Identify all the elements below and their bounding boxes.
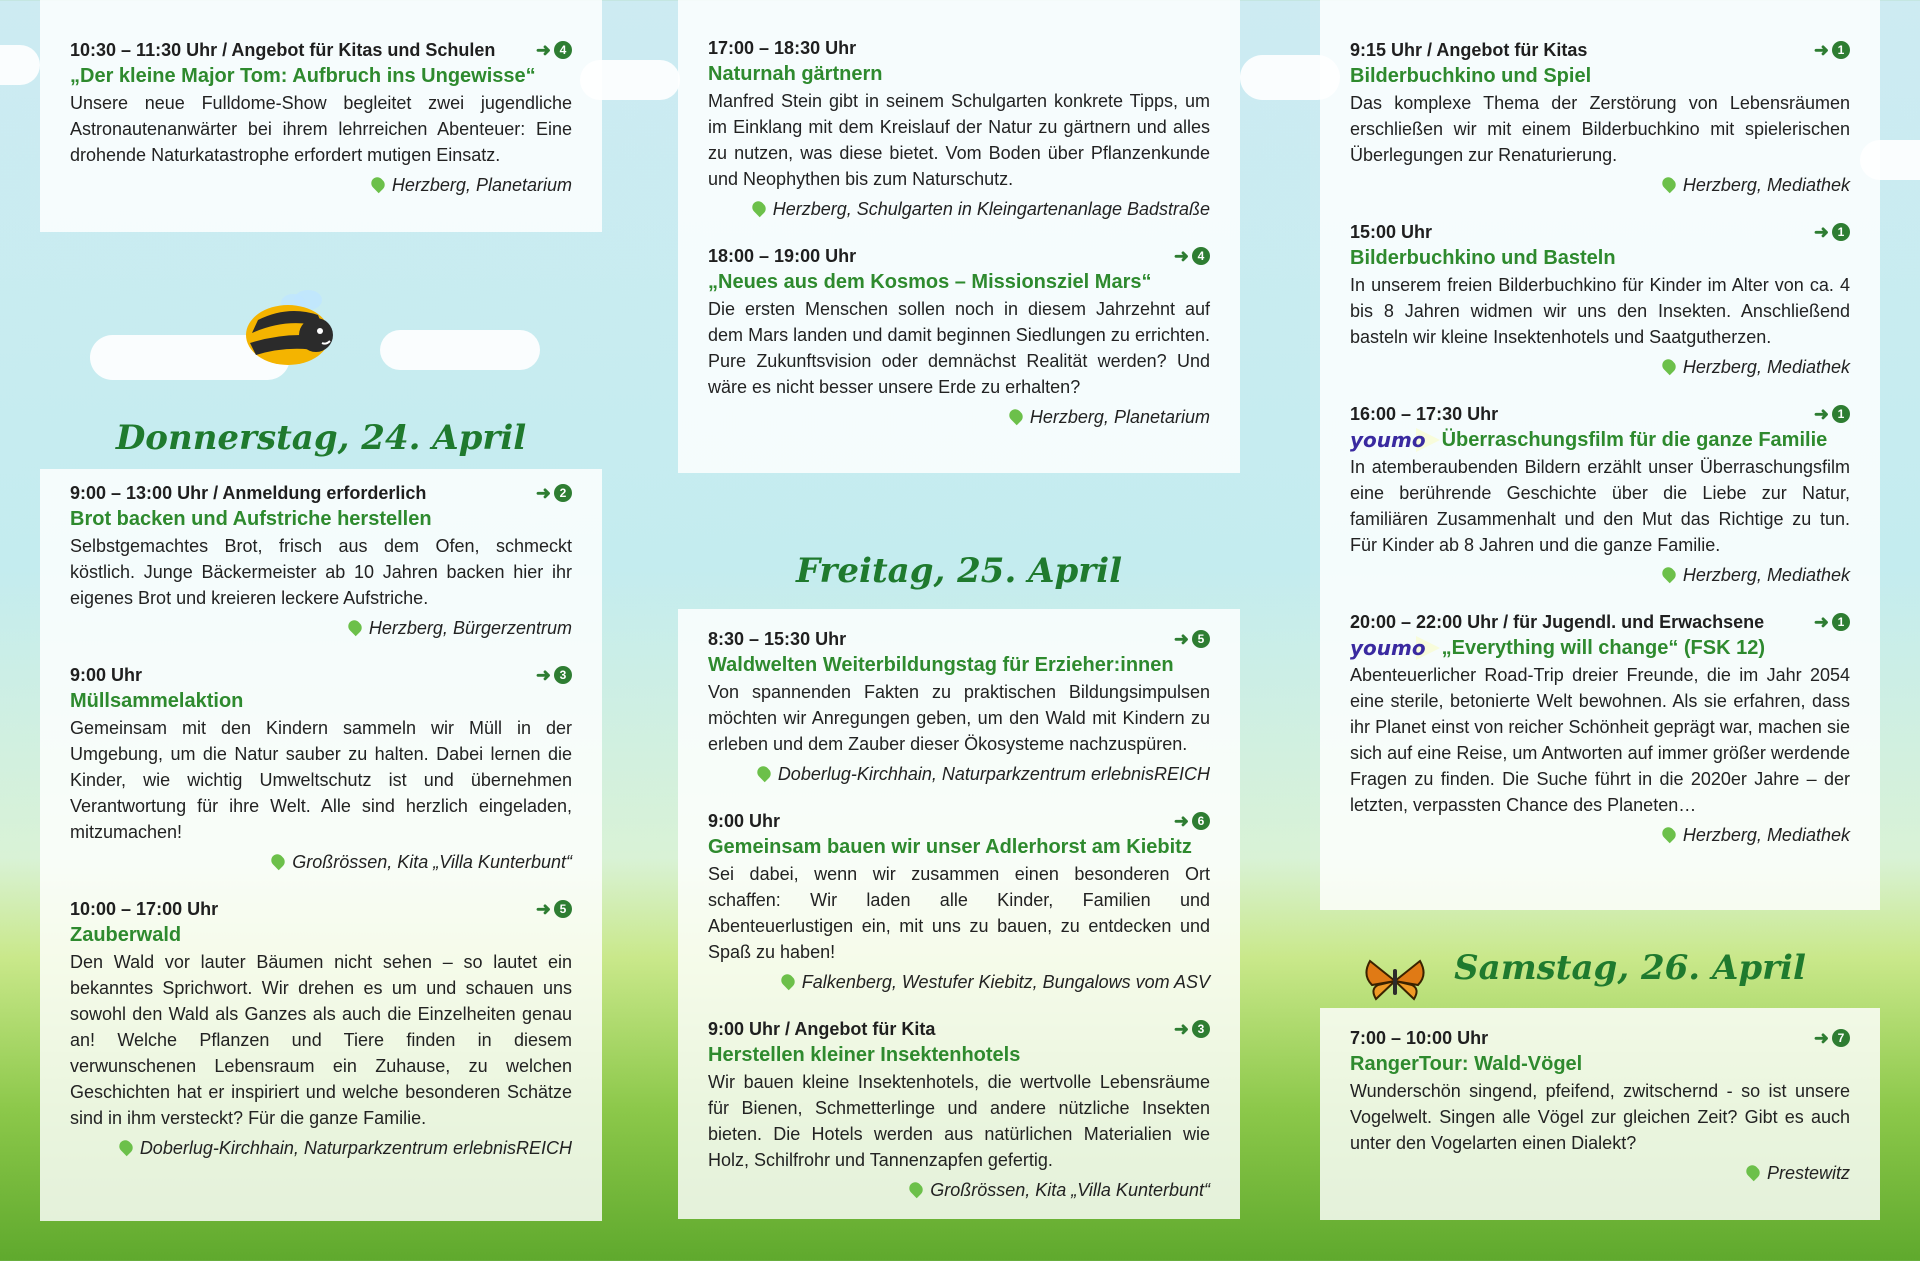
event-time: 20:00 – 22:00 Uhr / für Jugendl. und Erwachsene — [1350, 612, 1765, 632]
event-time: 10:00 – 17:00 Uhr — [70, 899, 219, 919]
column-1 — [40, 0, 602, 1221]
location-pin-icon — [1660, 825, 1678, 843]
event-time: 8:30 – 15:30 Uhr — [708, 629, 847, 649]
location-pin-icon — [1007, 407, 1025, 425]
event-description: Sei dabei, wenn wir zusammen einen besonderen Ort schaffen: Wir laden alle Kinder, Familien und Abenteuerlustigen ein, mit uns zu bauen, zu entdecken und Spaß zu haben! — [708, 864, 1210, 962]
event-time: 9:00 – 13:00 Uhr / Anmeldung erforderlich — [70, 483, 427, 503]
event-title: youmo „Everything will change“ (FSK 12) — [1350, 636, 1766, 660]
event-time: 7:00 – 10:00 Uhr — [1350, 1028, 1489, 1048]
event — [1350, 402, 1850, 588]
event — [1350, 220, 1850, 380]
event-location: Großrössen, Kita „Villa Kunterbunt“ — [708, 1177, 1210, 1203]
location-pin-icon — [117, 1138, 135, 1156]
card-sat — [1320, 1008, 1880, 1220]
day-heading: Samstag, 26. April — [1454, 948, 1806, 988]
card-fri — [678, 609, 1240, 1219]
event — [70, 38, 572, 198]
event-title: RangerTour: Wald-Vögel — [1350, 1053, 1583, 1075]
location-pin-icon — [346, 618, 364, 636]
event-title: „Der kleine Major Tom: Aufbruch ins Ungewisse“ — [70, 65, 536, 87]
venue-badge: ➜ 6 — [1174, 811, 1210, 832]
event-title: Brot backen und Aufstriche herstellen — [70, 508, 432, 530]
event-location: Großrössen, Kita „Villa Kunterbunt“ — [70, 849, 572, 875]
event — [1350, 610, 1850, 848]
event — [708, 627, 1210, 787]
event-location: Herzberg, Bürgerzentrum — [70, 615, 572, 641]
youmo-logo: youmo — [1350, 426, 1436, 454]
location-pin-icon — [755, 764, 773, 782]
venue-badge: ➜ 7 — [1814, 1028, 1850, 1049]
event-location: Herzberg, Mediathek — [1350, 172, 1850, 198]
event — [708, 809, 1210, 995]
event-location: Doberlug-Kirchhain, Naturparkzentrum erlebnisREICH — [708, 761, 1210, 787]
location-pin-icon — [1744, 1163, 1762, 1181]
event-location: Herzberg, Mediathek — [1350, 822, 1850, 848]
event-time: 9:00 Uhr — [70, 665, 143, 685]
event-time: 9:00 Uhr / Angebot für Kita — [708, 1019, 936, 1039]
location-pin-icon — [269, 852, 287, 870]
venue-badge: ➜ 1 — [1814, 612, 1850, 633]
event-time: 15:00 Uhr — [1350, 222, 1433, 242]
venue-badge: ➜ 1 — [1814, 222, 1850, 243]
event-time: 10:30 – 11:30 Uhr / Angebot für Kitas und Schulen — [70, 40, 496, 60]
event — [70, 663, 572, 875]
event-title: Herstellen kleiner Insektenhotels — [708, 1044, 1021, 1066]
event-description: Unsere neue Fulldome-Show begleitet zwei jugendliche Astronautenanwärter bei ihrem lehrreichen Abenteuer: Eine drohende Naturkatastrophe erfordert mutigen Einsatz. — [70, 93, 572, 165]
column-3 — [1320, 0, 1880, 1220]
column-2 — [678, 0, 1240, 1219]
card-wed-mediathek — [1320, 0, 1880, 910]
event-location: Falkenberg, Westufer Kiebitz, Bungalows vom ASV — [708, 969, 1210, 995]
day-heading: Donnerstag, 24. April — [115, 418, 527, 458]
event-description: Das komplexe Thema der Zerstörung von Lebensräumen erschließen wir mit einem Bilderbuchkino mit spielerischen Überlegungen zur Renaturierung. — [1350, 93, 1850, 165]
venue-badge: ➜ 1 — [1814, 40, 1850, 61]
event-title: Waldwelten Weiterbildungstag für Erzieher:innen — [708, 654, 1174, 676]
venue-badge: ➜ 1 — [1814, 404, 1850, 425]
location-pin-icon — [1660, 565, 1678, 583]
event — [708, 244, 1210, 430]
cloud — [0, 45, 40, 85]
location-pin-icon — [1660, 357, 1678, 375]
event — [708, 36, 1210, 222]
event-time: 9:00 Uhr — [708, 811, 781, 831]
venue-badge: ➜ 4 — [1174, 246, 1210, 267]
event-title: Zauberwald — [70, 924, 182, 946]
event — [1350, 38, 1850, 198]
event-title: Naturnah gärtnern — [708, 63, 883, 85]
event-description: In atemberaubenden Bildern erzählt unser Überraschungsfilm eine berührende Geschichte über die Liebe zur Natur, familiären Zusammenhalt und den Mut das Richtige zu tun. Für Kinder ab 8 Jahren und die ganze Familie. — [1350, 457, 1850, 555]
event-location: Herzberg, Mediathek — [1350, 562, 1850, 588]
location-pin-icon — [907, 1180, 925, 1198]
venue-badge: ➜ 3 — [1174, 1019, 1210, 1040]
event-location: Herzberg, Planetarium — [708, 404, 1210, 430]
event-location: Doberlug-Kirchhain, Naturparkzentrum erlebnisREICH — [70, 1135, 572, 1161]
event-location: Herzberg, Schulgarten in Kleingartenanlage Badstraße — [708, 196, 1210, 222]
event-time: 16:00 – 17:30 Uhr — [1350, 404, 1499, 424]
day-heading: Freitag, 25. April — [795, 551, 1123, 591]
event-title: youmo Überraschungsfilm für die ganze Familie — [1350, 428, 1828, 452]
event-description: Die ersten Menschen sollen noch in diesem Jahrzehnt auf dem Mars landen und damit beginnen Siedlungen zu errichten. Pure Zukunftsvision oder demnächst Realität werden? Und wäre es nicht besser unsere Erde zu erhalten? — [708, 299, 1210, 397]
event-title: „Neues aus dem Kosmos – Missionsziel Mars“ — [708, 271, 1152, 293]
event-description: Selbstgemachtes Brot, frisch aus dem Ofen, schmeckt köstlich. Junge Bäckermeister ab 10 Jahren backen hier ihr eigenes Brot und kreieren leckere Aufstriche. — [70, 536, 572, 608]
event-title: Gemeinsam bauen wir unser Adlerhorst am Kiebitz — [708, 836, 1192, 858]
card-thu-top — [40, 0, 602, 232]
event — [1350, 1026, 1850, 1186]
event-location: Herzberg, Planetarium — [70, 172, 572, 198]
event-time: 18:00 – 19:00 Uhr — [708, 246, 857, 266]
venue-badge: ➜ 3 — [536, 665, 572, 686]
location-pin-icon — [750, 199, 768, 217]
venue-badge: ➜ 2 — [536, 483, 572, 504]
venue-badge: ➜ 4 — [536, 40, 572, 61]
event-time: 17:00 – 18:30 Uhr — [708, 38, 857, 58]
card-wed-evening — [678, 0, 1240, 473]
event-description: Wir bauen kleine Insektenhotels, die wertvolle Lebensräume für Bienen, Schmetterlinge und andere nützliche Insekten bieten. Die Hotels werden aus natürlichen Materialien wie Holz, Schilfrohr und Tannenzapfen gefertig. — [708, 1072, 1210, 1170]
location-pin-icon — [369, 175, 387, 193]
event-description: Gemeinsam mit den Kindern sammeln wir Müll in der Umgebung, um die Natur sauber zu halten. Dabei lernen die Kinder, wie wichtig Umweltschutz ist und übernehmen Verantwortung für ihre Welt. Alle sind herzlich eingeladen, mitzumachen! — [70, 718, 572, 842]
event-time: 9:15 Uhr / Angebot für Kitas — [1350, 40, 1588, 60]
event-title: Bilderbuchkino und Spiel — [1350, 65, 1592, 87]
event-description: Von spannenden Fakten zu praktischen Bildungsimpulsen möchten wir Anregungen geben, um den Wald mit Kindern zu erleben und dem Zauber dieser Ökosysteme nachzuspüren. — [708, 682, 1210, 754]
event-location: Prestewitz — [1350, 1160, 1850, 1186]
location-pin-icon — [779, 972, 797, 990]
event-description: In unserem freien Bilderbuchkino für Kinder im Alter von ca. 4 bis 8 Jahren widmen wir uns den Insekten. Anschließend basteln wir kleine Insektenhotels und Saatgutherzen. — [1350, 275, 1850, 347]
event-title: Bilderbuchkino und Basteln — [1350, 247, 1616, 269]
event-description: Manfred Stein gibt in seinem Schulgarten konkrete Tipps, um im Einklang mit dem Kreislauf der Natur zu gärtnern und alles zu nutzen, was diese bietet. Vom Boden über Pflanzenkunde und Neophythen bis zum Naturschutz. — [708, 91, 1210, 189]
event-description: Abenteuerlicher Road-Trip dreier Freunde, die im Jahr 2054 eine sterile, betonierte Welt bewohnen. Als sie erfahren, dass ihr Planet einst von reicher Schönheit geprägt war, machen sie sich auf eine Reise, um Antworten auf immer größer werdende Fragen zu finden. Die Suche führt in die 2020er Jahre – der letzten, verpassten Chance des Planeten… — [1350, 665, 1850, 815]
venue-badge: ➜ 5 — [536, 899, 572, 920]
location-pin-icon — [1660, 175, 1678, 193]
event — [70, 481, 572, 641]
event-title: Müllsammelaktion — [70, 690, 244, 712]
event-location: Herzberg, Mediathek — [1350, 354, 1850, 380]
event-description: Wunderschön singend, pfeifend, zwitschernd - so ist unsere Vogelwelt. Singen alle Vögel zur gleichen Zeit? Gibt es auch unter den Vogelarten einen Dialekt? — [1350, 1081, 1850, 1153]
card-thu — [40, 469, 602, 1221]
event — [70, 897, 572, 1161]
youmo-logo: youmo — [1350, 634, 1436, 662]
event — [708, 1017, 1210, 1203]
venue-badge: ➜ 5 — [1174, 629, 1210, 650]
event-description: Den Wald vor lauter Bäumen nicht sehen – so lautet ein bekanntes Sprichwort. Wir drehen es um und schauen uns sowohl den Wald als Ganzes als auch die Einzelheiten genau an! Welche Pflanzen und Tiere finden in diesem verwunschenen Lebensraum ein Zuhause, zu welchen Geschichten hat er inspiriert und welche besonderen Schätze sind in ihm versteckt? Für die ganze Familie. — [70, 952, 572, 1128]
